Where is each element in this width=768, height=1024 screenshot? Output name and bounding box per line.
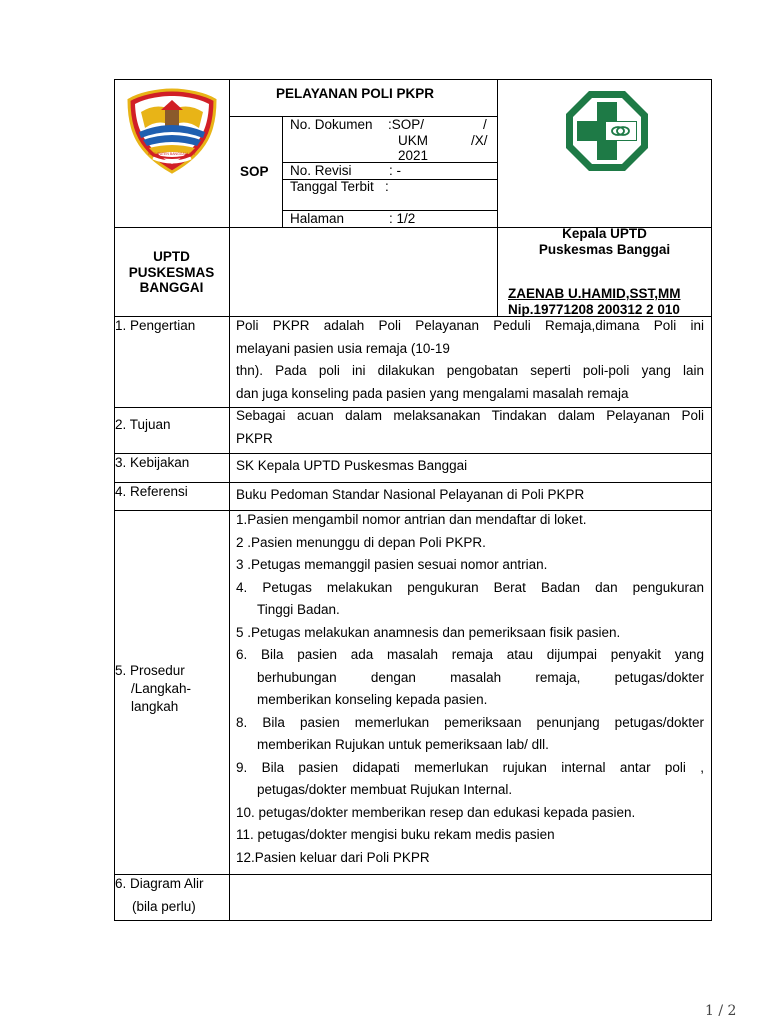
step-line: berhubungan dengan masalah remaja, petugas/dokter [257, 669, 704, 685]
head-title-line: Puskesmas Banggai [538, 241, 671, 257]
step-line: 4. Petugas melakukan pengukuran Berat Badan dan pengukuran [236, 579, 704, 595]
step-line: 1.Pasien mengambil nomor antrian dan mendaftar di loket. [236, 512, 587, 527]
section-label-prosedur [115, 662, 191, 716]
sop-label: SOP [240, 164, 269, 179]
page-label: Halaman [290, 211, 345, 226]
sop-title: PELAYANAN POLI PKPR [276, 86, 435, 101]
text-line: Sebagai acuan dalam melaksanakan Tindakan dalam Pelayanan Poli [236, 408, 704, 423]
step-line: petugas/dokter membuat Rujukan Internal. [257, 782, 513, 797]
step-line: 5 .Petugas melakukan anamnesis dan pemeriksaan fisik pasien. [236, 624, 621, 640]
section-label-diagram-note: (bila perlu) [132, 899, 196, 914]
doc-number-value: / [483, 117, 487, 132]
puskesmas-logo [563, 88, 651, 174]
step-line: 2 .Pasien menunggu di depan Poli PKPR. [236, 534, 486, 550]
head-title [497, 226, 712, 257]
step-line: Tinggi Badan. [257, 602, 340, 617]
step-line: 8. Bila pasien memerlukan pemeriksaan penunjang petugas/dokter [236, 714, 704, 730]
organization-name [114, 249, 229, 296]
doc-number-value: :SOP/ [388, 117, 425, 132]
regency-emblem-logo [127, 88, 217, 174]
step-line: memberikan konseling kepada pasien. [257, 692, 488, 707]
text-line: thn). Pada poli ini dilakukan pengobatan seperti poli-poli yang lain [236, 363, 704, 378]
page-number: 1 / 2 [705, 1003, 737, 1019]
prosedur-steps [236, 509, 704, 869]
section-label-kebijakan: 3. Kebijakan [115, 455, 190, 470]
doc-number-value: 2021 [398, 148, 429, 163]
step-line: 10. petugas/dokter memberikan resep dan edukasi kepada pasien. [236, 804, 636, 820]
step-line: 6. Bila pasien ada masalah remaja atau dijumpai penyakit yang [236, 647, 704, 662]
issue-date-value: : [385, 179, 389, 194]
text-line: melayani pasien usia remaja (10-19 [236, 340, 450, 356]
doc-number-value: /X/ [471, 133, 488, 148]
text-line: PKPR [236, 430, 273, 446]
pengertian-text [236, 315, 704, 405]
referensi-text: Buku Pedoman Standar Nasional Pelayanan di Poli PKPR [236, 487, 585, 502]
step-line: 9. Bila pasien didapati memerlukan rujukan internal antar poli , [236, 759, 704, 775]
kebijakan-text: SK Kepala UPTD Puskesmas Banggai [236, 458, 468, 473]
doc-number-value: UKM [398, 133, 428, 148]
section-label-referensi: 4. Referensi [115, 484, 188, 499]
page-value: : 1/2 [389, 211, 416, 226]
issue-date-label: Tanggal Terbit [290, 179, 374, 194]
logo-caption: KABUPATEN BANGGAI LAUT [148, 152, 196, 156]
step-line: memberikan Rujukan untuk pemeriksaan lab/ dll. [257, 737, 549, 752]
revision-value: : - [389, 163, 401, 178]
head-title-line: Kepala UPTD [562, 226, 647, 241]
step-line: 3 .Petugas memanggil pasien sesuai nomor antrian. [236, 557, 548, 572]
label-line: 5. Prosedur [115, 663, 185, 678]
text-line: dan juga konseling pada pasien yang mengalami masalah remaja [236, 385, 629, 401]
label-line: /Langkah- [131, 681, 192, 696]
section-label-pengertian: 1. Pengertian [115, 318, 196, 333]
tujuan-text [236, 405, 704, 450]
text-line: Poli PKPR adalah Poli Pelayanan Peduli Remaja,dimana Poli ini [236, 318, 704, 333]
step-line: 11. petugas/dokter mengisi buku rekam medis pasien [236, 827, 555, 842]
signer-nip: Nip.19771208 200312 2 010 [508, 302, 680, 317]
org-line: BANGGAI [139, 280, 204, 295]
doc-number-label: No. Dokumen [290, 117, 373, 132]
section-label-tujuan: 2. Tujuan [115, 417, 171, 432]
signer-name: ZAENAB U.HAMID,SST,MM [508, 286, 681, 301]
revision-label: No. Revisi [290, 163, 352, 178]
section-label-diagram: 6. Diagram Alir [115, 876, 204, 891]
org-line: UPTD [153, 249, 190, 264]
org-line: PUSKESMAS [128, 264, 215, 280]
step-line: 12.Pasien keluar dari Poli PKPR [236, 849, 430, 865]
label-line: langkah [131, 699, 179, 714]
